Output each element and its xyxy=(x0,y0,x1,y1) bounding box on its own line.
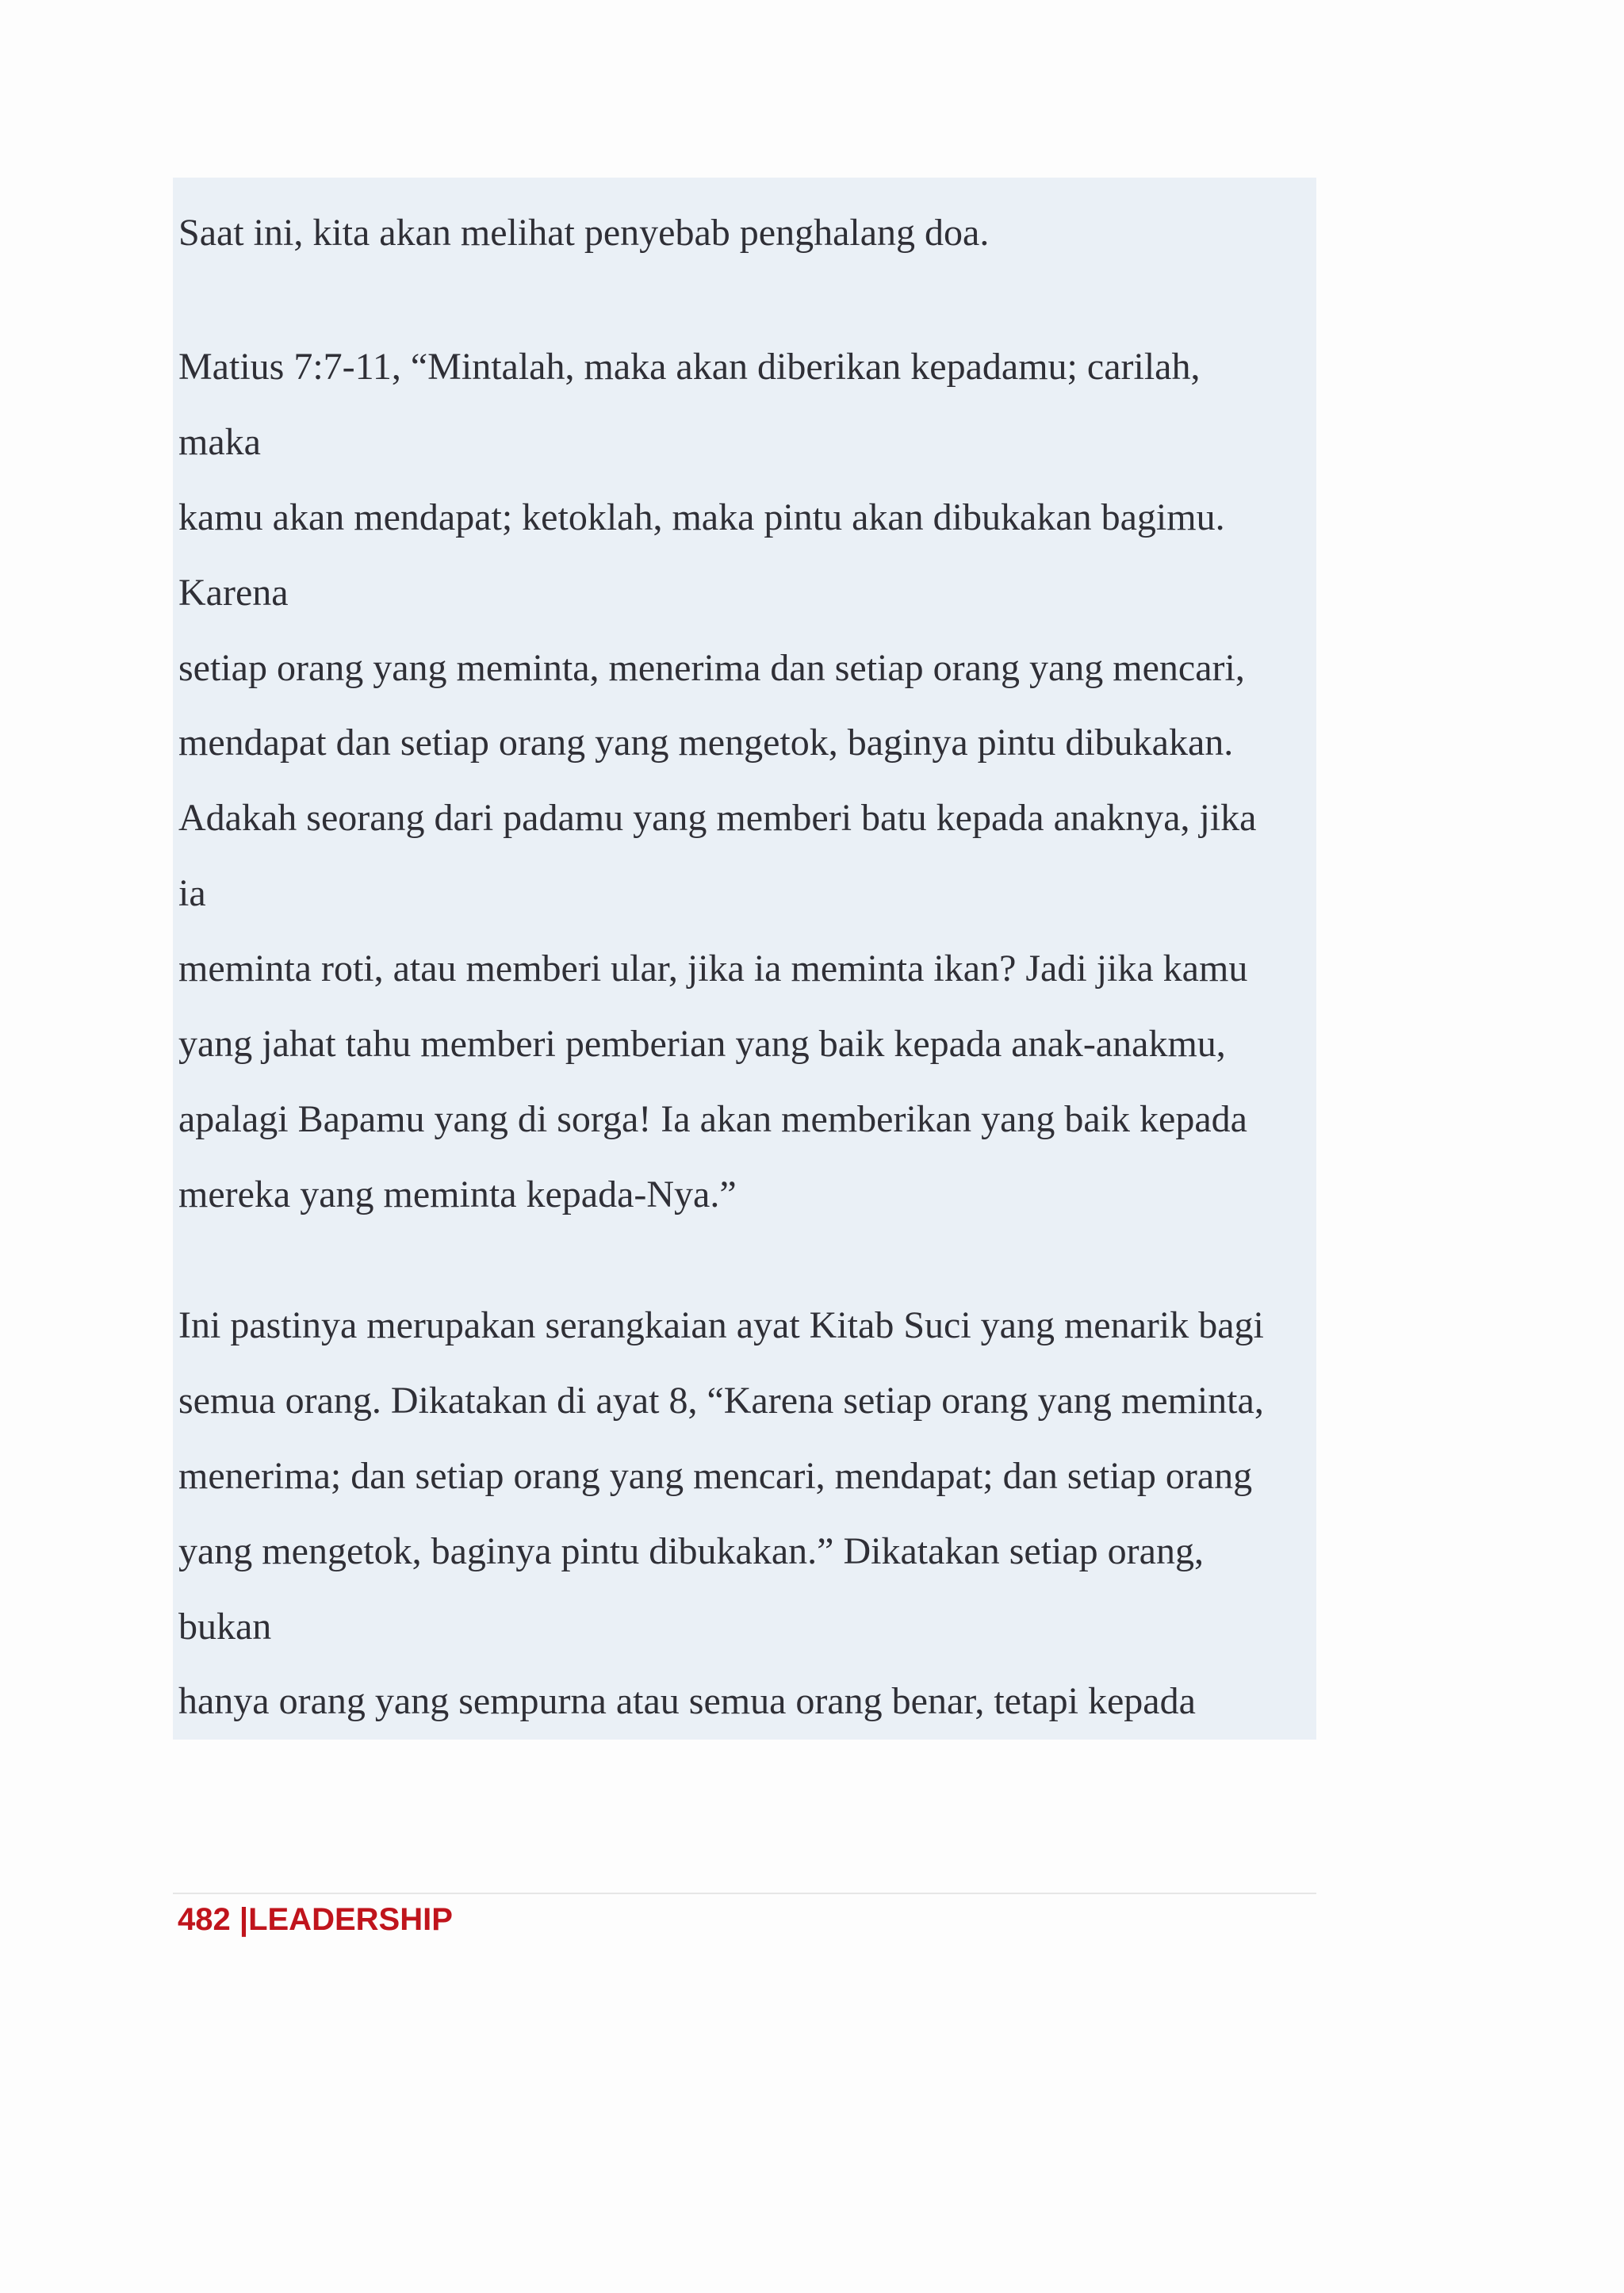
page-footer xyxy=(178,1900,453,1939)
text-line: mereka yang meminta kepada-Nya.” xyxy=(178,1173,737,1215)
text-line: Adakah seorang dari padamu yang memberi batu kepada anaknya, jika xyxy=(178,797,1257,839)
text-line: Ini pastinya merupakan serangkaian ayat Kitab Suci yang menarik bagi xyxy=(178,1304,1264,1346)
text-line: meminta roti, atau memberi ular, jika ia meminta ikan? Jadi jika kamu xyxy=(178,947,1248,990)
text-line: bukan xyxy=(178,1606,272,1648)
text-line: semua orang. Dikatakan di ayat 8, “Karena setiap orang yang meminta, xyxy=(178,1380,1264,1422)
text-line: yang mengetok, baginya pintu dibukakan.” Dikatakan setiap orang, xyxy=(178,1530,1204,1572)
text-line: maka xyxy=(178,421,261,463)
text-line: hanya orang yang sempurna atau semua orang benar, tetapi kepada xyxy=(178,1680,1196,1722)
text-line: kamu akan mendapat; ketoklah, maka pintu akan dibukakan bagimu. xyxy=(178,496,1225,538)
body-text-block xyxy=(173,178,1316,1740)
page-number: 482 xyxy=(178,1902,231,1937)
text-line: setiap orang yang meminta, menerima dan setiap orang yang mencari, xyxy=(178,647,1245,689)
book-title: LEADERSHIP xyxy=(248,1902,453,1937)
text-line: ia xyxy=(178,872,206,914)
text-line: Matius 7:7-11, “Mintalah, maka akan diberikan kepadamu; carilah, xyxy=(178,346,1201,388)
footer-divider xyxy=(173,1893,1316,1894)
text-line: mendapat dan setiap orang yang mengetok, baginya pintu dibukakan. xyxy=(178,722,1234,764)
text-line: menerima; dan setiap orang yang mencari, mendapat; dan setiap orang xyxy=(178,1455,1253,1497)
footer-separator: | xyxy=(230,1902,249,1937)
text-line: apalagi Bapamu yang di sorga! Ia akan memberikan yang baik kepada xyxy=(178,1098,1247,1140)
text-line: Karena xyxy=(178,572,289,614)
text-line: Saat ini, kita akan melihat penyebab penghalang doa. xyxy=(178,212,990,254)
text-line: yang jahat tahu memberi pemberian yang baik kepada anak-anakmu, xyxy=(178,1023,1226,1065)
